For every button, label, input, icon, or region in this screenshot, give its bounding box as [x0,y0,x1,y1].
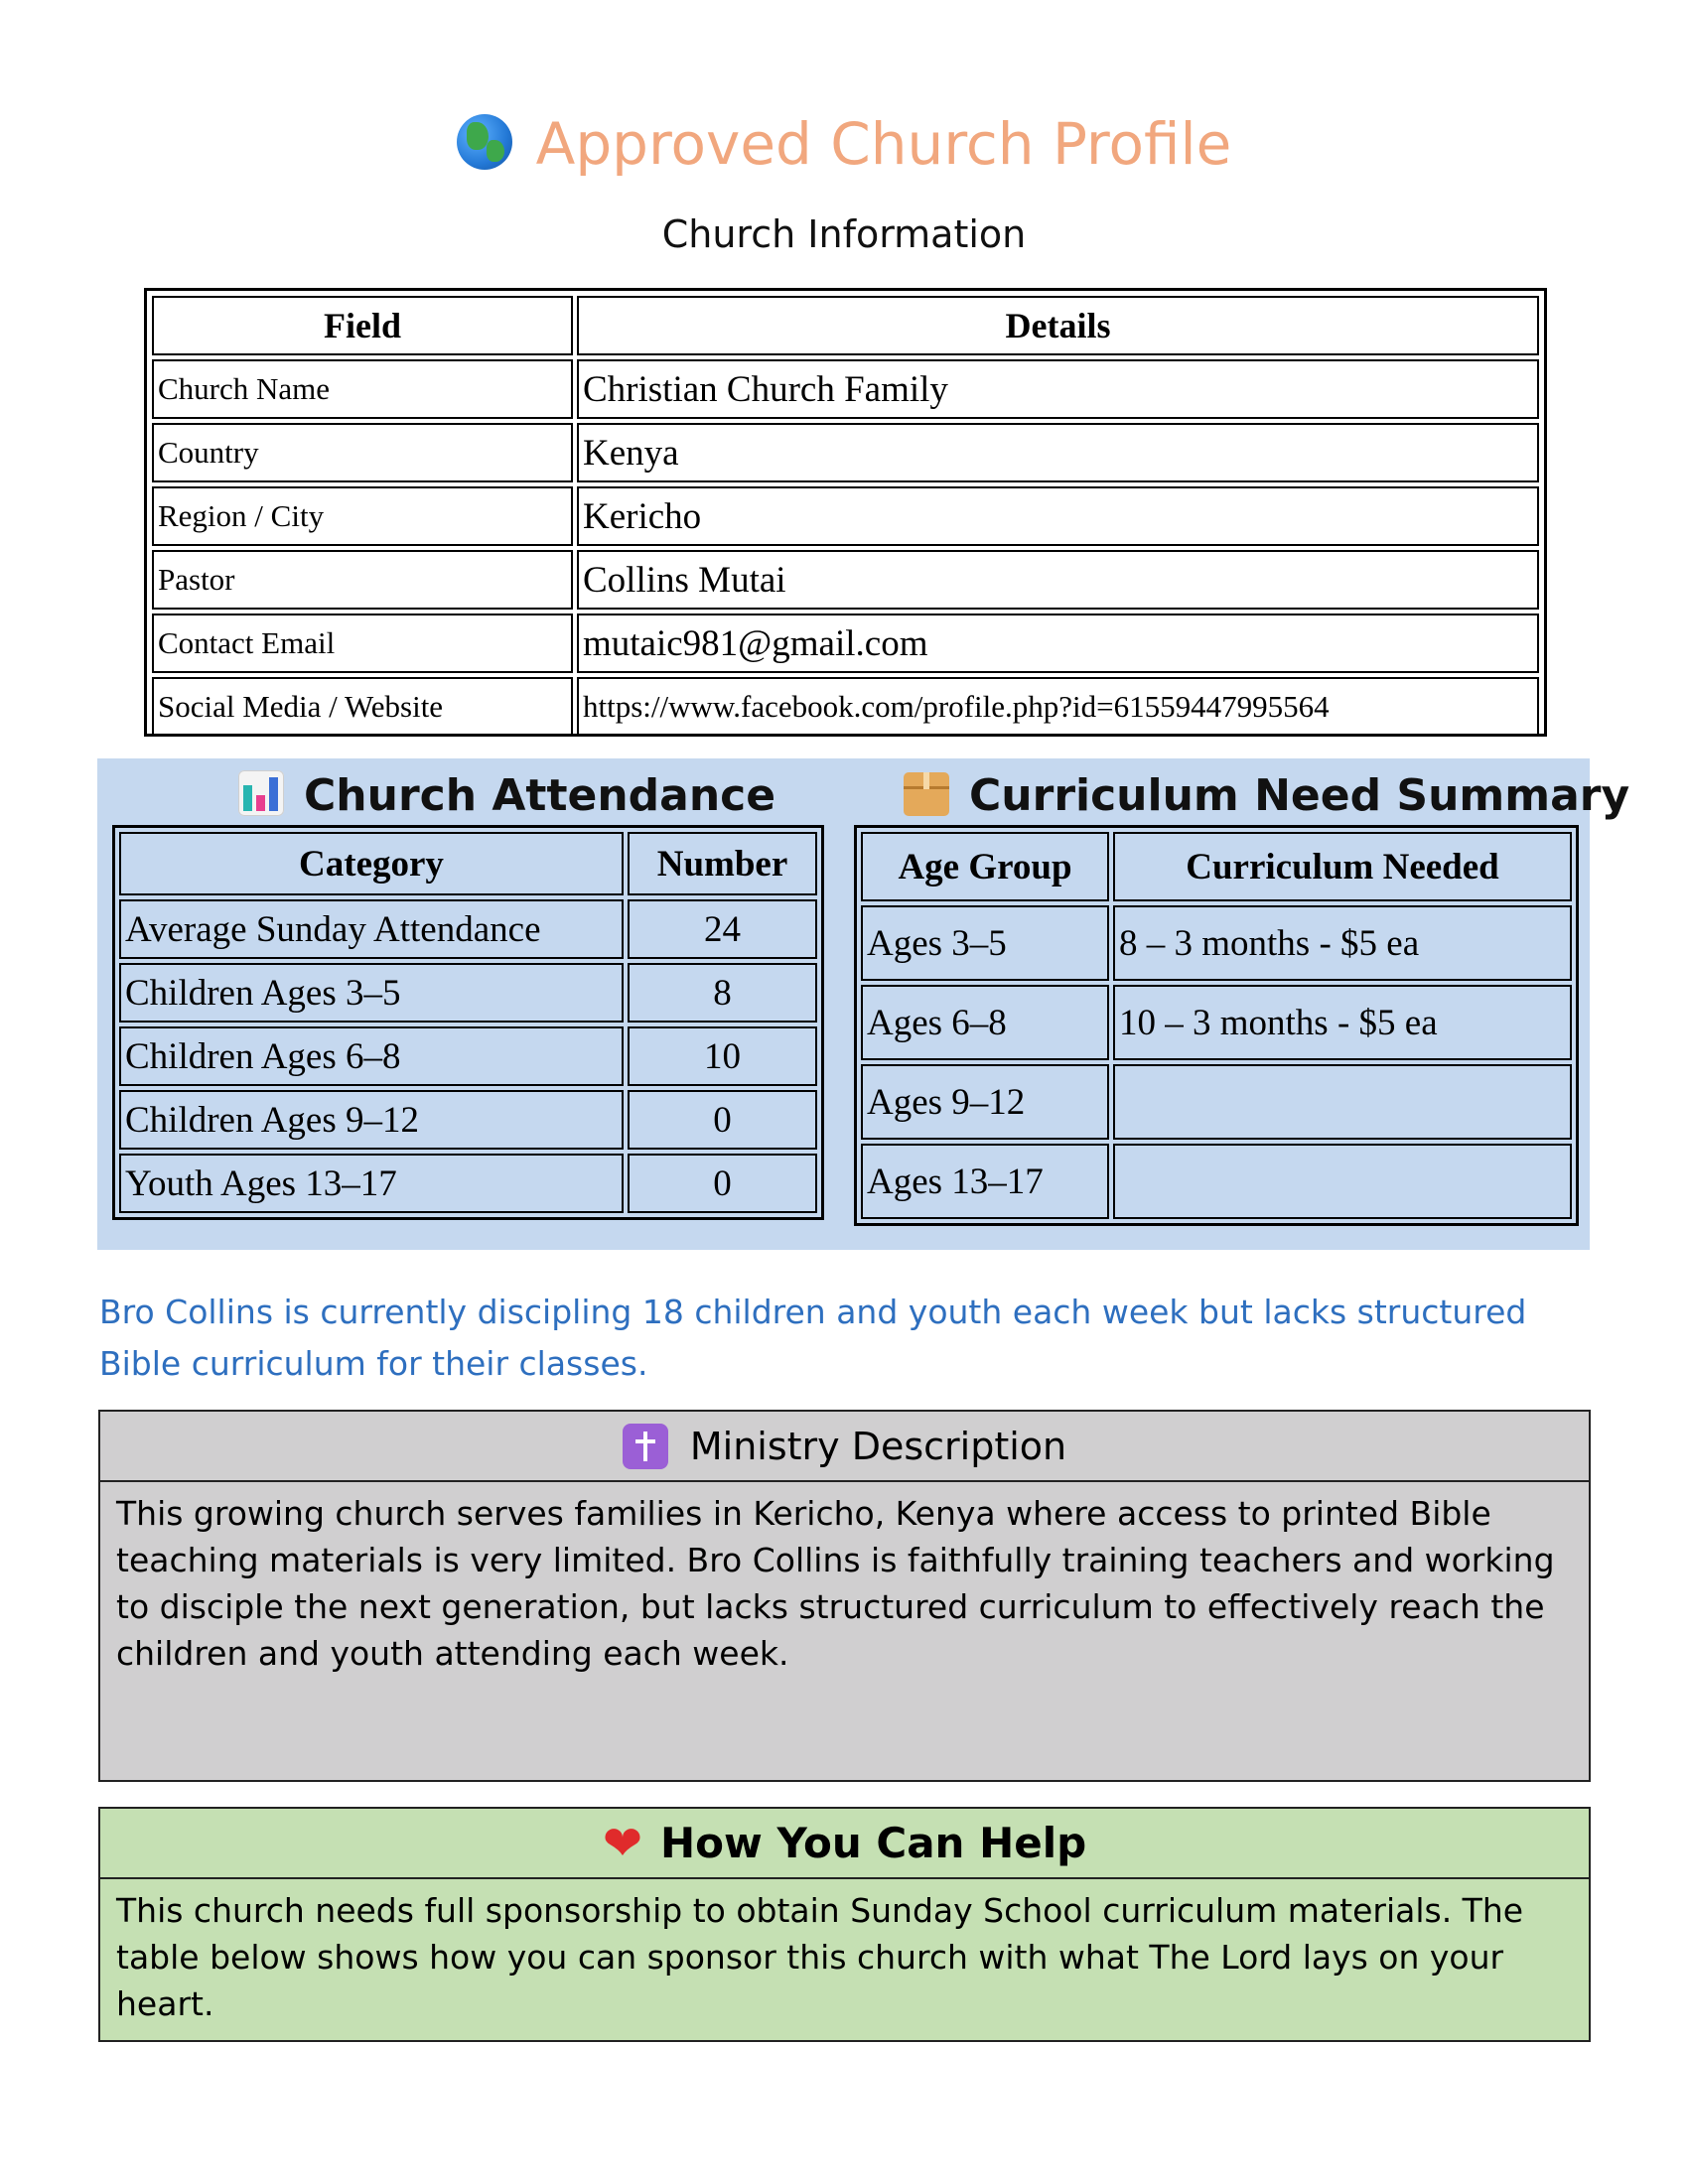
table-row [119,1154,817,1213]
heart-icon: ❤ [602,1815,643,1871]
category-cell: Children Ages 6–8 [119,1026,624,1086]
field-label: Church Name [152,359,573,419]
ministry-description-box [98,1410,1591,1782]
field-label: Social Media / Website [152,677,573,737]
age-group-cell: Ages 6–8 [861,985,1109,1060]
number-cell: 24 [628,899,817,959]
discipling-note: Bro Collins is currently discipling 18 children and youth each week but lacks structured Bible curriculum for their classes. [99,1293,1527,1383]
curriculum-heading: Curriculum Need Summary [904,768,1629,824]
table-row [150,548,1541,612]
attendance-heading: Church Attendance [238,768,775,824]
attendance-table [112,825,824,1220]
website-link[interactable]: https://www.facebook.com/profile.php?id=61559447995564 [577,677,1539,737]
age-group-cell: Ages 13–17 [861,1144,1109,1219]
church-name-value: Christian Church Family [577,359,1539,419]
column-header-number: Number [628,832,817,895]
church-info-table [144,288,1547,737]
page-title-text: Approved Church Profile [535,110,1232,178]
table-row [150,612,1541,675]
age-group-cell: Ages 3–5 [861,905,1109,981]
field-label: Pastor [152,550,573,610]
column-header-age-group: Age Group [861,832,1109,901]
table-row [861,985,1572,1060]
table-row [150,484,1541,548]
table-row [119,1026,817,1086]
column-header-details: Details [577,296,1539,355]
number-cell: 8 [628,963,817,1023]
column-header-field: Field [152,296,573,355]
table-row [150,675,1541,739]
column-header-curriculum-needed: Curriculum Needed [1113,832,1572,901]
curriculum-needed-cell [1113,1064,1572,1140]
region-value: Kericho [577,486,1539,546]
globe-icon [457,114,512,170]
table-header-row [119,832,817,895]
table-row [861,905,1572,981]
help-box [98,1807,1591,2042]
cross-icon [623,1424,668,1469]
number-cell: 0 [628,1154,817,1213]
table-header-row [861,832,1572,901]
pastor-value: Collins Mutai [577,550,1539,610]
field-label: Contact Email [152,614,573,673]
table-header-row [150,294,1541,357]
field-label: Region / City [152,486,573,546]
package-icon [904,772,949,816]
category-cell: Children Ages 9–12 [119,1090,624,1150]
table-row [861,1144,1572,1219]
ministry-heading: Ministry Description [100,1412,1589,1482]
contact-email-link[interactable]: mutaic981@gmail.com [577,614,1539,673]
ministry-body: This growing church serves families in Kericho, Kenya where access to printed Bible teaching materials is very limited. Bro Collins is faithfully training teachers and working to disciple the next generation, but lacks structured curriculum to effectively reach the children and youth attending each week. [116,1494,1555,1673]
table-row [119,899,817,959]
table-row [150,357,1541,421]
country-value: Kenya [577,423,1539,482]
bar-chart-icon [238,770,284,816]
column-header-category: Category [119,832,624,895]
curriculum-needed-cell: 8 – 3 months - $5 ea [1113,905,1572,981]
table-row [861,1064,1572,1140]
table-row [119,963,817,1023]
curriculum-needed-cell: 10 – 3 months - $5 ea [1113,985,1572,1060]
number-cell: 10 [628,1026,817,1086]
category-cell: Average Sunday Attendance [119,899,624,959]
page-title [0,104,1688,184]
help-heading: ❤ How You Can Help [100,1809,1589,1879]
curriculum-table [854,825,1579,1226]
help-body: This church needs full sponsorship to obtain Sunday School curriculum materials. The table below shows how you can sponsor this church with what The Lord lays on your heart. [116,1891,1524,2023]
category-cell: Children Ages 3–5 [119,963,624,1023]
number-cell: 0 [628,1090,817,1150]
section-subtitle: Church Information [661,212,1027,256]
table-row [119,1090,817,1150]
age-group-cell: Ages 9–12 [861,1064,1109,1140]
category-cell: Youth Ages 13–17 [119,1154,624,1213]
table-row [150,421,1541,484]
curriculum-needed-cell [1113,1144,1572,1219]
field-label: Country [152,423,573,482]
